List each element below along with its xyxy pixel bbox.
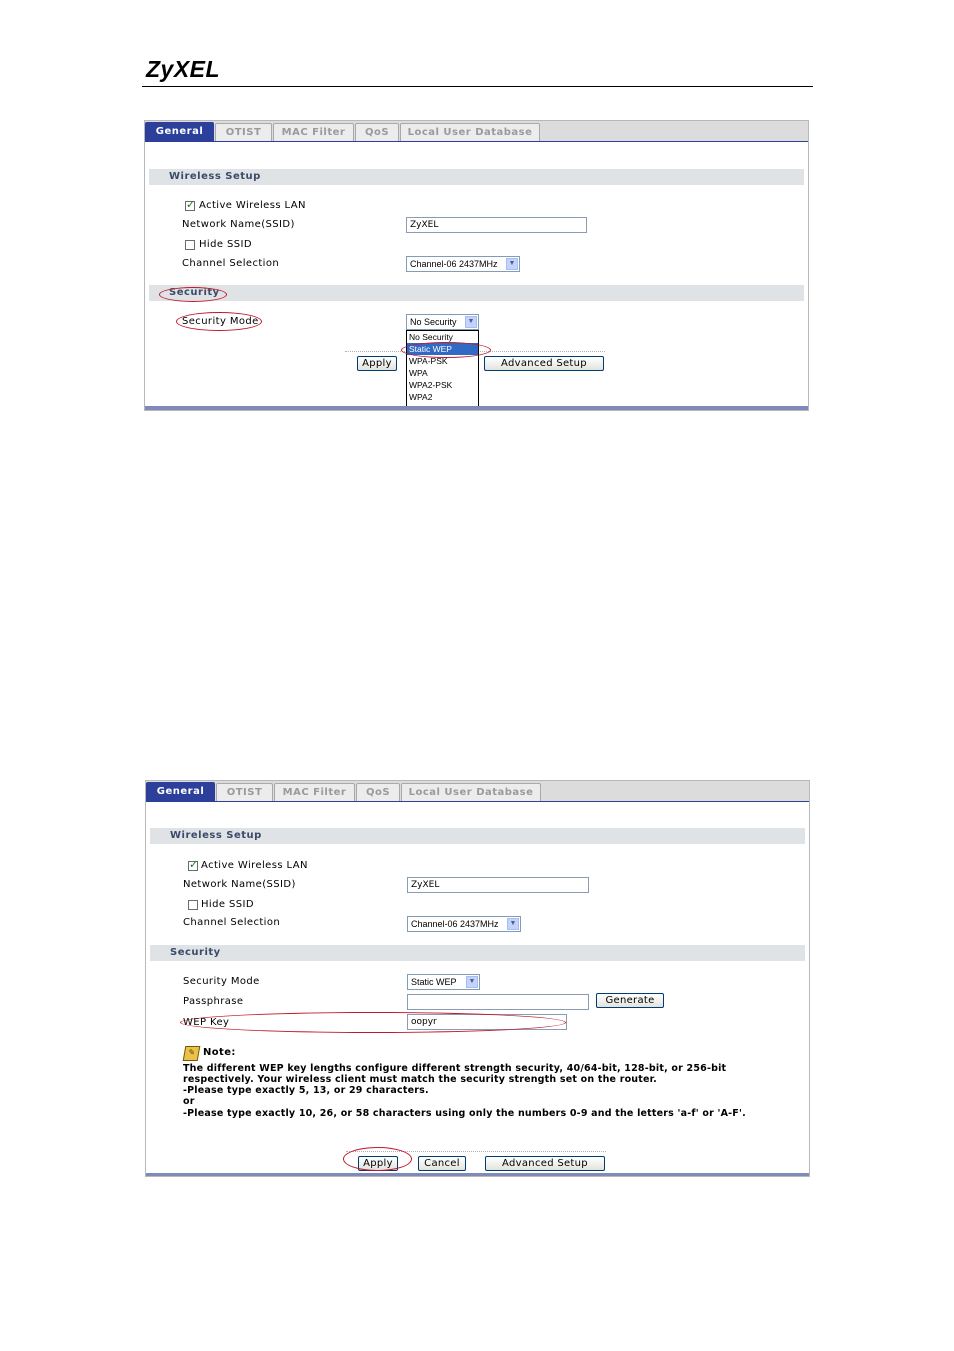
apply-button[interactable]: Apply xyxy=(357,356,397,371)
channel-select[interactable] xyxy=(406,256,520,272)
apply-button[interactable]: Apply xyxy=(358,1156,398,1171)
security-mode-value: Static WEP xyxy=(411,977,457,987)
generate-button[interactable]: Generate xyxy=(596,993,664,1008)
note-line-4: or xyxy=(183,1096,195,1107)
note-line-3: -Please type exactly 5, 13, or 29 characters. xyxy=(183,1085,429,1096)
note-title: Note: xyxy=(203,1047,236,1058)
cancel-button[interactable]: Cancel xyxy=(418,1156,466,1171)
tab-general[interactable]: General xyxy=(146,782,215,801)
security-mode-label: Security Mode xyxy=(183,976,260,987)
tab-otist[interactable]: OTIST xyxy=(216,783,273,801)
section-security: Security xyxy=(150,945,805,961)
security-mode-select[interactable] xyxy=(407,974,480,990)
option-wpa[interactable]: WPA xyxy=(409,368,428,378)
zyxel-logo: ZyXEL xyxy=(146,56,221,82)
note-line-5: -Please type exactly 10, 26, or 58 characters using only the numbers 0-9 and the letters 'a-f' or 'A-F'. xyxy=(183,1108,746,1119)
annotation-oval-apply xyxy=(343,1147,412,1171)
tab-bar xyxy=(146,781,809,801)
active-wlan-checkbox[interactable] xyxy=(185,201,195,211)
header-rule xyxy=(142,86,813,87)
section-wireless-setup: Wireless Setup xyxy=(149,169,804,185)
panel-bottom-bar xyxy=(145,406,808,410)
channel-label: Channel Selection xyxy=(182,258,280,269)
security-mode-label: Security Mode xyxy=(182,316,259,327)
channel-label: Channel Selection xyxy=(183,917,281,928)
hide-ssid-checkbox[interactable] xyxy=(185,240,195,250)
wep-key-label: WEP Key xyxy=(183,1017,230,1028)
advanced-setup-button[interactable]: Advanced Setup xyxy=(484,356,604,371)
security-mode-select[interactable] xyxy=(406,314,479,330)
tab-qos[interactable]: QoS xyxy=(356,783,400,801)
hide-ssid-label: Hide SSID xyxy=(201,899,254,910)
annotation-oval-static-wep xyxy=(401,342,491,358)
tab-underline xyxy=(146,801,809,802)
wep-key-input[interactable]: oopyr xyxy=(407,1014,567,1030)
security-mode-value: No Security xyxy=(410,317,457,327)
tab-general[interactable]: General xyxy=(145,122,214,141)
hide-ssid-checkbox[interactable] xyxy=(188,900,198,910)
hide-ssid-label: Hide SSID xyxy=(199,239,252,250)
passphrase-label: Passphrase xyxy=(183,996,244,1007)
annotation-oval-wep-key xyxy=(180,1012,566,1033)
panel-bottom-bar xyxy=(146,1173,809,1176)
passphrase-input[interactable] xyxy=(407,994,589,1010)
ssid-input[interactable]: ZyXEL xyxy=(407,877,589,893)
note-icon: ✎ xyxy=(183,1046,201,1061)
ssid-input[interactable]: ZyXEL xyxy=(406,217,587,233)
option-wpa2[interactable]: WPA2 xyxy=(409,392,433,402)
advanced-setup-button[interactable]: Advanced Setup xyxy=(485,1156,605,1171)
section-security: Security xyxy=(149,285,804,301)
channel-select[interactable] xyxy=(407,916,521,932)
active-wlan-checkbox[interactable] xyxy=(188,861,198,871)
tab-qos[interactable]: QoS xyxy=(355,123,399,141)
note-line-2: respectively. Your wireless client must match the security strength set on the router. xyxy=(183,1074,657,1085)
chevron-down-icon[interactable]: ▼ xyxy=(507,918,519,930)
note-line-1: The different WEP key lengths configure different strength security, 40/64-bit, 128-bit, or 256-bit xyxy=(183,1063,727,1074)
wireless-general-panel-2 xyxy=(145,780,810,1177)
tab-bar xyxy=(145,121,808,141)
channel-select-value: Channel-06 2437MHz xyxy=(410,259,498,269)
tab-local-user-database[interactable]: Local User Database xyxy=(401,783,541,801)
annotation-oval-security-mode xyxy=(176,312,262,331)
chevron-down-icon[interactable]: ▼ xyxy=(506,258,518,270)
active-wlan-label: Active Wireless LAN xyxy=(201,860,308,871)
chevron-down-icon[interactable]: ▼ xyxy=(466,976,478,988)
section-wireless-setup: Wireless Setup xyxy=(150,828,805,844)
ssid-label: Network Name(SSID) xyxy=(183,879,296,890)
active-wlan-label: Active Wireless LAN xyxy=(199,200,306,211)
ssid-label: Network Name(SSID) xyxy=(182,219,295,230)
tab-underline xyxy=(145,141,808,142)
wireless-general-panel-1 xyxy=(144,120,809,411)
option-static-wep[interactable]: Static WEP xyxy=(407,343,478,355)
tab-mac-filter[interactable]: MAC Filter xyxy=(273,123,354,141)
option-no-security[interactable]: No Security xyxy=(409,332,453,342)
tab-otist[interactable]: OTIST xyxy=(215,123,272,141)
tab-mac-filter[interactable]: MAC Filter xyxy=(274,783,355,801)
option-wpa2-psk[interactable]: WPA2-PSK xyxy=(409,380,453,390)
option-wpa-psk[interactable]: WPA-PSK xyxy=(409,356,448,366)
annotation-oval-security xyxy=(159,287,227,302)
channel-select-value: Channel-06 2437MHz xyxy=(411,919,499,929)
tab-local-user-database[interactable]: Local User Database xyxy=(400,123,540,141)
chevron-down-icon[interactable]: ▼ xyxy=(465,316,477,328)
